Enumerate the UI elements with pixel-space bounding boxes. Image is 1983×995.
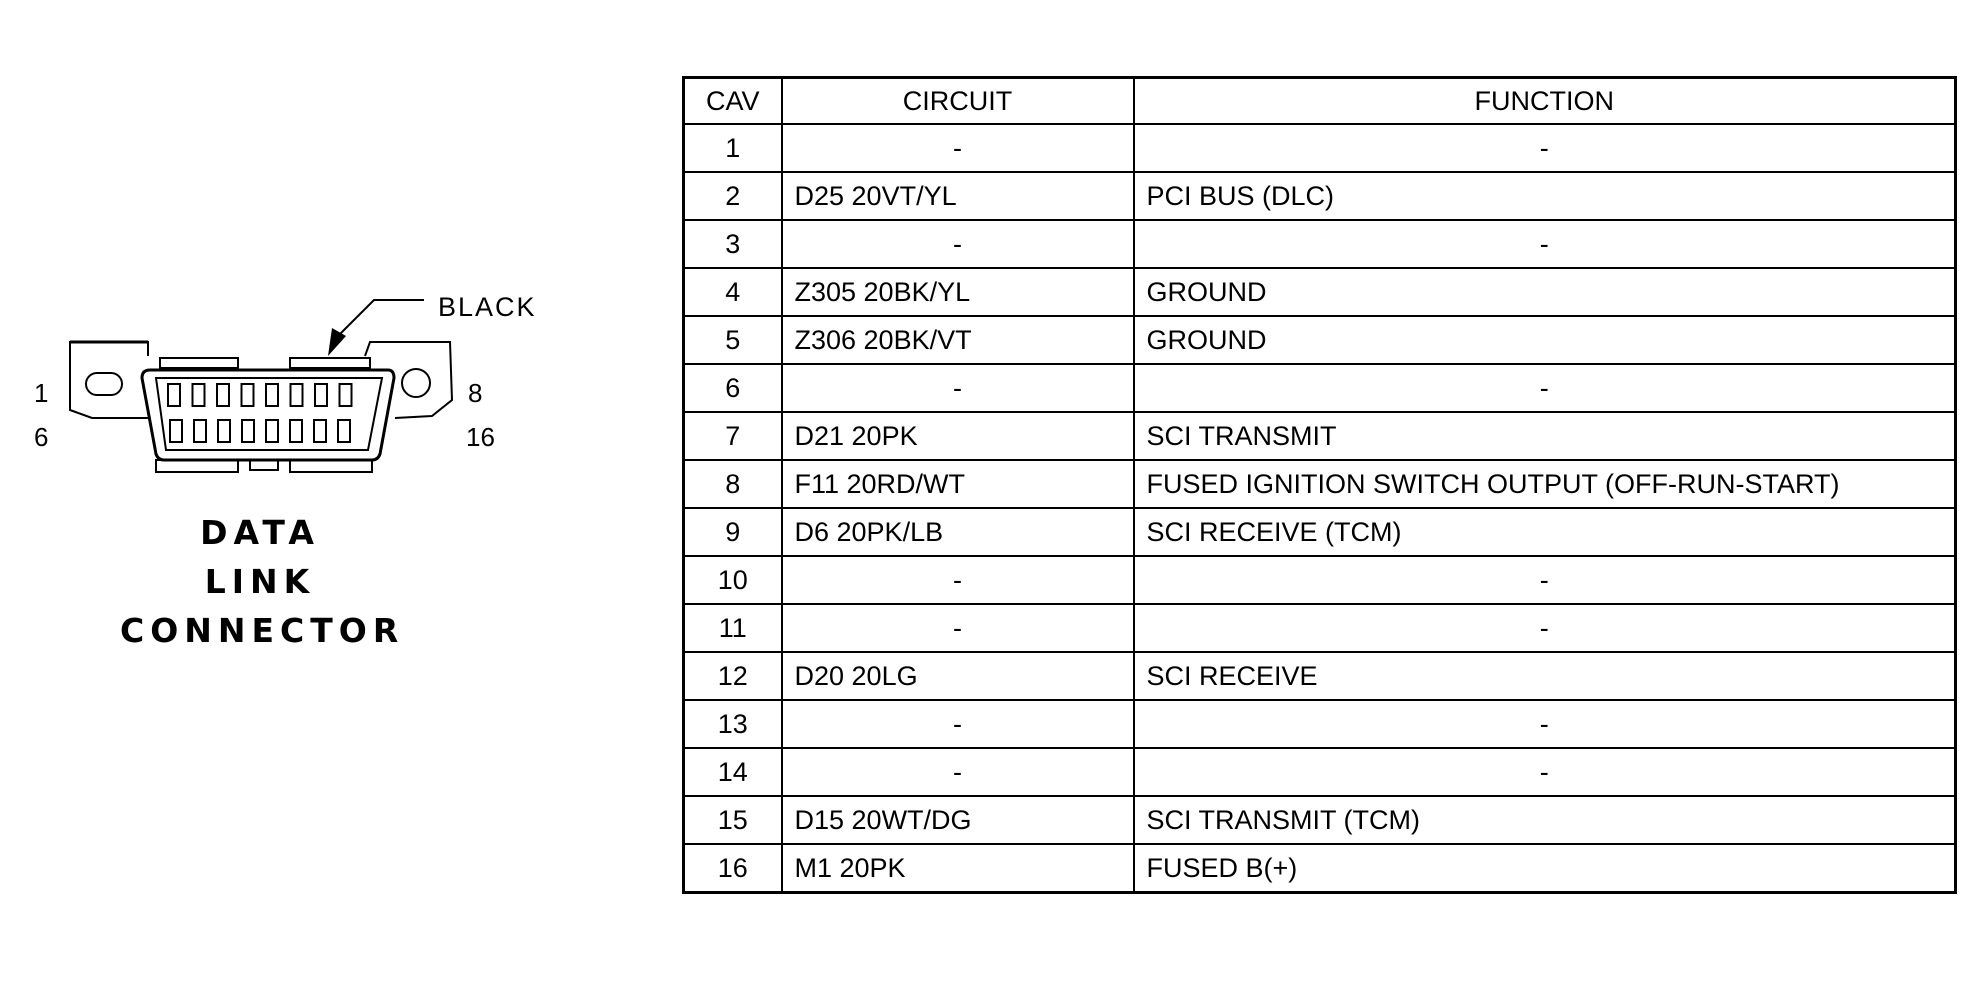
table-row <box>684 412 1956 460</box>
pin-cavity-12 <box>242 420 254 442</box>
connector-title-line-1: DATA <box>200 513 320 552</box>
function-cell: - <box>1134 748 1956 796</box>
cav-cell: 10 <box>684 556 782 604</box>
cav-cell: 9 <box>684 508 782 556</box>
cav-cell: 11 <box>684 604 782 652</box>
circuit-cell: - <box>782 748 1134 796</box>
cav-cell: 16 <box>684 844 782 893</box>
function-cell: GROUND <box>1134 316 1956 364</box>
pin-cavity-2 <box>193 384 205 406</box>
function-cell: SCI TRANSMIT <box>1134 412 1956 460</box>
table-row <box>684 508 1956 556</box>
cav-cell: 1 <box>684 124 782 172</box>
circuit-cell: D25 20VT/YL <box>782 172 1134 220</box>
circuit-cell: - <box>782 124 1134 172</box>
connector-drawing <box>0 0 640 560</box>
cav-cell: 15 <box>684 796 782 844</box>
function-cell: FUSED B(+) <box>1134 844 1956 893</box>
color-pointer-line <box>340 300 424 334</box>
connector-title-line-3: CONNECTOR <box>120 611 405 650</box>
table-row <box>684 604 1956 652</box>
table-row <box>684 460 1956 508</box>
cav-cell: 12 <box>684 652 782 700</box>
function-cell: - <box>1134 556 1956 604</box>
header-cav: CAV <box>684 78 782 125</box>
function-cell: FUSED IGNITION SWITCH OUTPUT (OFF-RUN-START) <box>1134 460 1956 508</box>
table-row <box>684 652 1956 700</box>
function-cell: - <box>1134 700 1956 748</box>
circuit-cell: - <box>782 220 1134 268</box>
function-cell: GROUND <box>1134 268 1956 316</box>
table-row <box>684 172 1956 220</box>
cav-cell: 8 <box>684 460 782 508</box>
left-mounting-ear <box>70 342 150 418</box>
circuit-cell: Z305 20BK/YL <box>782 268 1134 316</box>
circuit-cell: D20 20LG <box>782 652 1134 700</box>
table-row <box>684 796 1956 844</box>
pin-cavity-15 <box>314 420 326 442</box>
cav-cell: 13 <box>684 700 782 748</box>
connector-color-label: BLACK <box>438 292 537 322</box>
function-cell: - <box>1134 124 1956 172</box>
cav-cell: 7 <box>684 412 782 460</box>
circuit-cell: Z306 20BK/VT <box>782 316 1134 364</box>
function-cell: - <box>1134 604 1956 652</box>
pin-cavity-3 <box>217 384 229 406</box>
cav-cell: 2 <box>684 172 782 220</box>
pinout-table <box>682 76 1957 894</box>
pin-cavity-9 <box>170 420 182 442</box>
table-row <box>684 220 1956 268</box>
pin-cavity-8 <box>340 384 352 406</box>
table-row <box>684 316 1956 364</box>
pin-cavities <box>168 384 352 442</box>
bottom-tab-right <box>290 460 372 472</box>
circuit-cell: F11 20RD/WT <box>782 460 1134 508</box>
header-function: FUNCTION <box>1134 78 1956 125</box>
circuit-cell: - <box>782 700 1134 748</box>
function-cell: PCI BUS (DLC) <box>1134 172 1956 220</box>
pinout-table-body <box>684 124 1956 893</box>
right-mounting-hole <box>402 369 430 397</box>
function-cell: SCI TRANSMIT (TCM) <box>1134 796 1956 844</box>
data-link-connector-diagram <box>0 0 640 995</box>
left-mounting-hole <box>86 373 122 395</box>
pin-cavity-7 <box>315 384 327 406</box>
circuit-cell: - <box>782 604 1134 652</box>
circuit-cell: D15 20WT/DG <box>782 796 1134 844</box>
cav-cell: 4 <box>684 268 782 316</box>
pin-label-top-left: 1 <box>34 378 49 408</box>
function-cell: SCI RECEIVE <box>1134 652 1956 700</box>
table-row <box>684 700 1956 748</box>
cav-cell: 5 <box>684 316 782 364</box>
pin-label-top-right: 8 <box>468 378 483 408</box>
table-row <box>684 748 1956 796</box>
table-row <box>684 556 1956 604</box>
pin-label-bottom-right: 16 <box>466 422 495 452</box>
circuit-cell: - <box>782 556 1134 604</box>
function-cell: - <box>1134 220 1956 268</box>
cav-cell: 3 <box>684 220 782 268</box>
header-circuit: CIRCUIT <box>782 78 1134 125</box>
pin-cavity-10 <box>194 420 206 442</box>
pin-cavity-1 <box>168 384 180 406</box>
right-mounting-ear <box>365 342 452 418</box>
connector-title <box>120 508 405 655</box>
circuit-cell: D21 20PK <box>782 412 1134 460</box>
pin-cavity-14 <box>290 420 302 442</box>
circuit-cell: D6 20PK/LB <box>782 508 1134 556</box>
bottom-tab-left <box>156 460 238 472</box>
cav-cell: 6 <box>684 364 782 412</box>
connector-title-line-2: LINK <box>204 562 316 601</box>
function-cell: SCI RECEIVE (TCM) <box>1134 508 1956 556</box>
pin-cavity-4 <box>242 384 254 406</box>
top-tab-right <box>290 358 370 368</box>
table-row <box>684 124 1956 172</box>
pin-cavity-13 <box>266 420 278 442</box>
color-pointer-arrowhead <box>328 328 346 356</box>
table-header-row <box>684 78 1956 125</box>
circuit-cell: M1 20PK <box>782 844 1134 893</box>
cav-cell: 14 <box>684 748 782 796</box>
table-row <box>684 364 1956 412</box>
function-cell: - <box>1134 364 1956 412</box>
pin-label-bottom-left: 6 <box>34 422 49 452</box>
table-row <box>684 268 1956 316</box>
circuit-cell: - <box>782 364 1134 412</box>
top-tab-left <box>160 358 238 368</box>
pin-cavity-11 <box>218 420 230 442</box>
pin-cavity-6 <box>291 384 303 406</box>
pin-cavity-5 <box>266 384 278 406</box>
connector-housing-inner <box>156 378 382 450</box>
table-row <box>684 844 1956 893</box>
pin-cavity-16 <box>338 420 350 442</box>
